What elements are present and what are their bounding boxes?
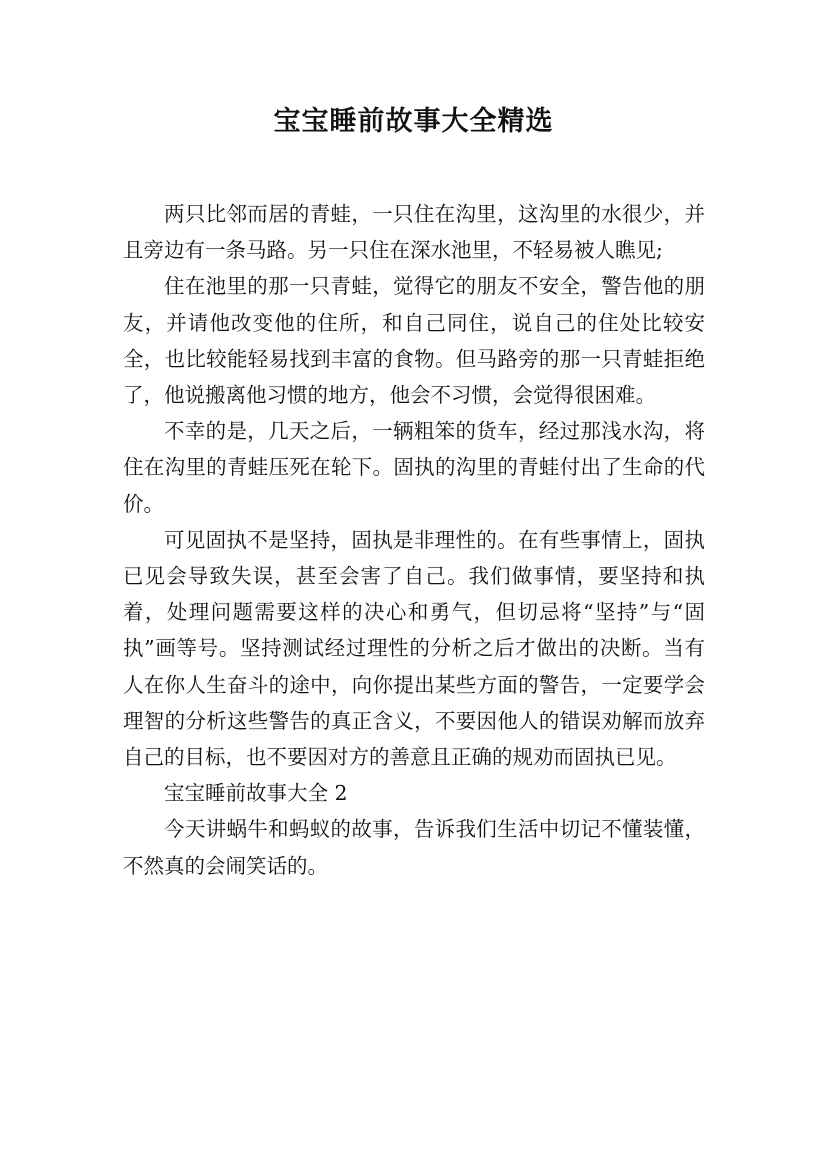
paragraph: 两只比邻而居的青蛙，一只住在沟里，这沟里的水很少，并且旁边有一条马路。另一只住在深水池里，不轻易被人瞧见;	[123, 202, 705, 263]
paragraph: 今天讲蜗牛和蚂蚁的故事，告诉我们生活中切记不懂装懂，不然真的会闹笑话的。	[123, 817, 705, 878]
section-heading: 宝宝睡前故事大全 2	[164, 781, 348, 806]
paragraph: 住在池里的那一只青蛙，觉得它的朋友不安全，警告他的朋友，并请他改变他的住所，和自己同住，说自己的住处比较安全，也比较能轻易找到丰富的食物。但马路旁的那一只青蛙拒绝了，他说搬离他习惯的地方，他会不习惯，会觉得很困难。	[123, 274, 705, 408]
document-body	[123, 196, 705, 884]
paragraph: 可见固执不是坚持，固执是非理性的。在有些事情上，固执已见会导致失误，甚至会害了自己。我们做事情，要坚持和执着，处理问题需要这样的决心和勇气，但切忌将“坚持”与“固执”画等号。坚持测试经过理性的分析之后才做出的决断。当有人在你人生奋斗的途中，向你提出某些方面的警告，一定要学会理智的分析这些警告的真正含义，不要因他人的错误劝解而放弃自己的目标，也不要因对方的善意且正确的规劝而固执已见。	[123, 527, 705, 770]
paragraph: 不幸的是，几天之后，一辆粗笨的货车，经过那浅水沟，将住在沟里的青蛙压死在轮下。固执的沟里的青蛙付出了生命的代价。	[123, 419, 705, 516]
document-title: 宝宝睡前故事大全精选	[273, 106, 554, 137]
